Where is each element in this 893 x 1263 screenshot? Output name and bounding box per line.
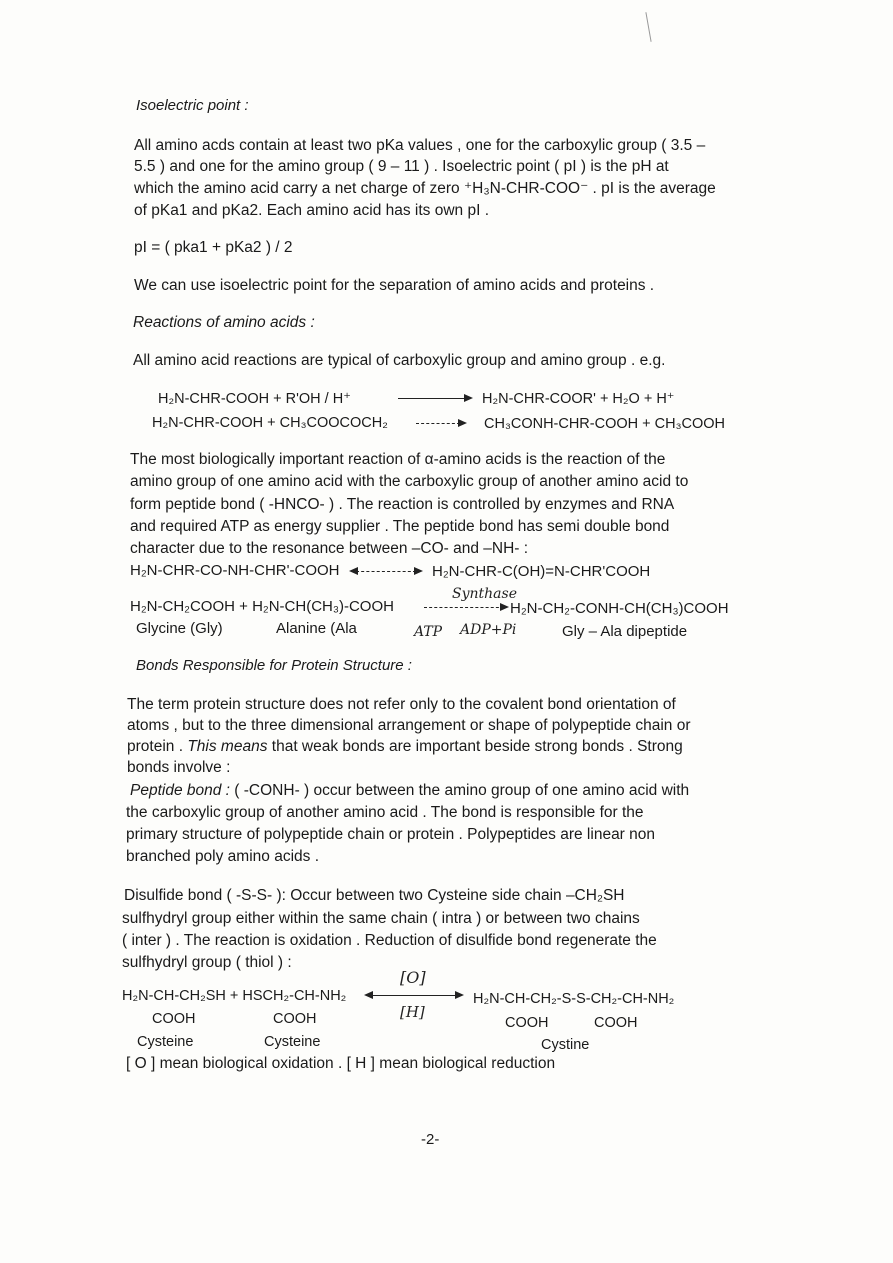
paragraph-line: 5.5 ) and one for the amino group ( 9 – 11 ) . Isoelectric point ( pI ) is the pH at bbox=[134, 158, 669, 175]
resonance-left: H₂N-CHR-CO-NH-CHR'-COOH bbox=[130, 562, 340, 579]
peptide-reaction-left: H₂N-CH₂COOH + H₂N-CH(CH₃)-COOH bbox=[130, 598, 394, 615]
reaction-1-left: H₂N-CHR-COOH + R'OH / H⁺ bbox=[158, 391, 351, 407]
paragraph-text: that weak bonds are important beside strong bonds . Strong bbox=[271, 738, 683, 755]
peptide-arrow bbox=[424, 607, 504, 608]
paragraph-line: sulfhydryl group ( thiol ) : bbox=[122, 954, 292, 971]
equilibrium-arrow bbox=[398, 398, 468, 399]
paragraph-line: Disulfide bond ( -S-S- ): Occur between two Cysteine side chain –CH₂SH bbox=[124, 887, 625, 904]
pi-formula: pI = ( pka1 + pKa2 ) / 2 bbox=[134, 239, 293, 256]
heading-reactions: Reactions of amino acids : bbox=[133, 314, 315, 331]
paragraph-line: bonds involve : bbox=[127, 759, 231, 776]
paragraph-line: and required ATP as energy supplier . The peptide bond has semi double bond bbox=[130, 518, 670, 535]
page-number: -2- bbox=[421, 1131, 440, 1148]
enzyme-label: Synthase bbox=[452, 586, 517, 602]
cooh-label: COOH bbox=[273, 1011, 317, 1027]
paragraph-line bbox=[130, 781, 689, 801]
label-cysteine: Cysteine bbox=[137, 1034, 194, 1050]
label-cysteine: Cysteine bbox=[264, 1034, 321, 1050]
reaction-1-right: H₂N-CHR-COOR' + H₂O + H⁺ bbox=[482, 391, 675, 407]
cooh-label: COOH bbox=[152, 1011, 196, 1027]
paragraph-line: atoms , but to the three dimensional arrangement or shape of polypeptide chain or bbox=[127, 717, 691, 734]
adp-label: ADP+Pi bbox=[460, 622, 517, 638]
paragraph-line bbox=[127, 737, 683, 757]
scan-mark bbox=[645, 12, 651, 42]
paragraph-line: branched poly amino acids . bbox=[126, 848, 320, 865]
peptide-reaction-right: H₂N-CH₂-CONH-CH(CH₃)COOH bbox=[510, 600, 729, 617]
redox-arrow bbox=[371, 995, 457, 996]
cystine-reaction-right: H₂N-CH-CH₂-S-S-CH₂-CH-NH₂ bbox=[473, 991, 675, 1007]
paragraph-text: protein . bbox=[127, 738, 184, 755]
peptide-bond-label: Peptide bond : bbox=[130, 782, 230, 799]
heading-bonds: Bonds Responsible for Protein Structure : bbox=[136, 657, 412, 674]
paragraph-line: We can use isoelectric point for the separation of amino acids and proteins . bbox=[134, 277, 655, 294]
label-dipeptide: Gly – Ala dipeptide bbox=[562, 623, 688, 640]
reaction-2-left: H₂N-CHR-COOH + CH₃COOCOCH₂ bbox=[152, 415, 388, 431]
resonance-right: H₂N-CHR-C(OH)=N-CHR'COOH bbox=[432, 563, 651, 580]
paragraph-line: The term protein structure does not refer only to the covalent bond orientation of bbox=[127, 696, 676, 713]
cysteine-reaction-left: H₂N-CH-CH₂SH + HSCH₂-CH-NH₂ bbox=[122, 988, 347, 1004]
paragraph-line: All amino acid reactions are typical of carboxylic group and amino group . e.g. bbox=[133, 352, 666, 369]
cooh-label: COOH bbox=[505, 1015, 549, 1031]
paragraph-line: amino group of one amino acid with the carboxylic group of another amino acid to bbox=[130, 473, 689, 490]
arrow-head bbox=[464, 394, 473, 402]
label-alanine: Alanine (Ala bbox=[276, 620, 357, 637]
paragraph-line: The most biologically important reaction of α-amino acids is the reaction of the bbox=[130, 451, 666, 468]
paragraph-line: All amino acds contain at least two pKa values , one for the carboxylic group ( 3.5 – bbox=[134, 137, 706, 154]
oxidation-label: [O] bbox=[400, 968, 426, 987]
atp-label: ATP bbox=[414, 624, 443, 640]
paragraph-line: primary structure of polypeptide chain or protein . Polypeptides are linear non bbox=[126, 826, 656, 843]
heading-isoelectric-point: Isoelectric point : bbox=[136, 97, 249, 114]
paragraph-text: ( -CONH- ) occur between the amino group of one amino acid with bbox=[234, 782, 690, 799]
reaction-arrow bbox=[416, 423, 460, 424]
paragraph-line: of pKa1 and pKa2. Each amino acid has its own pI . bbox=[134, 202, 490, 219]
paragraph-line: ( inter ) . The reaction is oxidation . Reduction of disulfide bond regenerate the bbox=[122, 932, 657, 949]
reaction-2-right: CH₃CONH-CHR-COOH + CH₃COOH bbox=[484, 416, 725, 432]
paragraph-line: the carboxylic group of another amino acid . The bond is responsible for the bbox=[126, 804, 644, 821]
paragraph-line: character due to the resonance between –CO- and –NH- : bbox=[130, 540, 529, 557]
arrow-head bbox=[458, 419, 467, 427]
paragraph-line: form peptide bond ( -HNCO- ) . The reaction is controlled by enzymes and RNA bbox=[130, 496, 675, 513]
reduction-label: [H] bbox=[400, 1003, 425, 1021]
paragraph-line: which the amino acid carry a net charge of zero ⁺H₃N-CHR-COO⁻ . pI is the average bbox=[134, 180, 716, 197]
label-glycine: Glycine (Gly) bbox=[136, 620, 223, 637]
resonance-arrow bbox=[356, 571, 416, 572]
arrow-head bbox=[455, 991, 464, 999]
cooh-label: COOH bbox=[594, 1015, 638, 1031]
arrow-head bbox=[500, 603, 509, 611]
this-means: This means bbox=[187, 738, 268, 755]
arrow-head bbox=[414, 567, 423, 575]
paragraph-line: sulfhydryl group either within the same chain ( intra ) or between two chains bbox=[122, 910, 640, 927]
label-cystine: Cystine bbox=[541, 1037, 590, 1053]
redox-note: [ O ] mean biological oxidation . [ H ] mean biological reduction bbox=[126, 1055, 556, 1072]
